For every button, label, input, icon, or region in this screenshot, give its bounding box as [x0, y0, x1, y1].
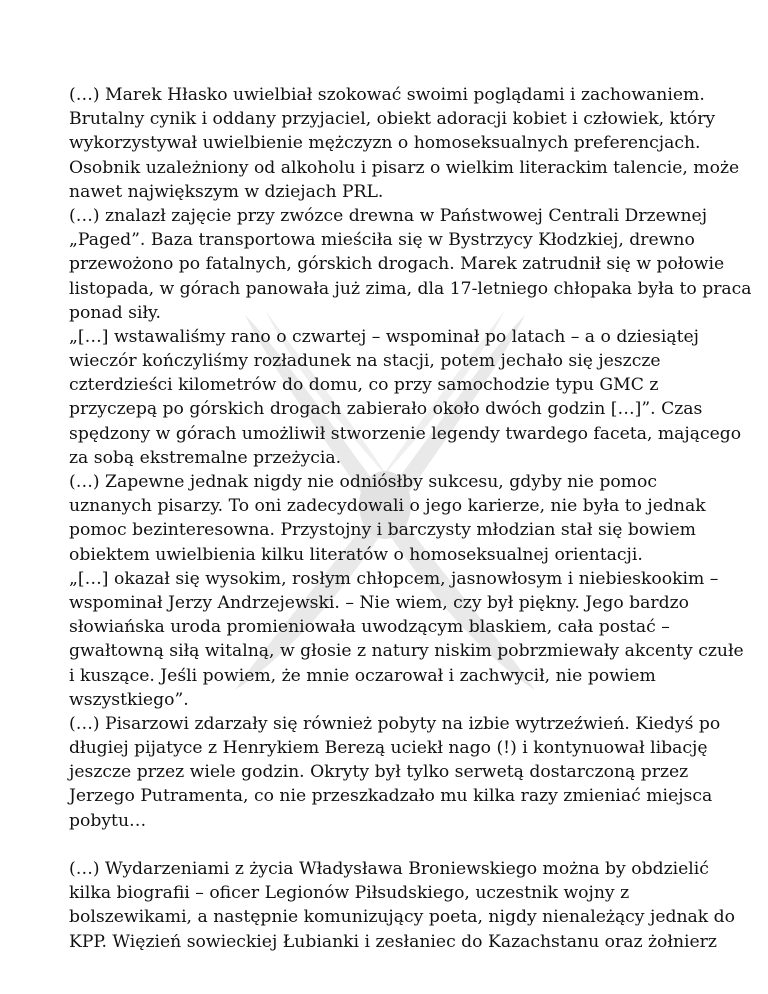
- paragraph: [69, 470, 709, 567]
- text-line: wspominał Jerzy Andrzejewski. – Nie wiem, czy był piękny. Jego bardzo: [69, 592, 690, 613]
- document-body: [69, 83, 752, 954]
- text-line: przewożono po fatalnych, górskich drogach. Marek zatrudnił się w połowie: [69, 254, 725, 275]
- text-line: za sobą ekstremalne przeżycia.: [69, 447, 342, 468]
- text-line: pobytu…: [69, 810, 147, 831]
- text-line: uznanych pisarzy. To oni zadecydowali o jego karierze, nie była to jednak: [69, 496, 706, 517]
- text-line: (…) Pisarzowi zdarzały się również pobyty na izbie wytrzeźwień. Kiedyś po: [69, 713, 721, 734]
- text-line: przyczepą po górskich drogach zabierało około dwóch godzin […]”. Czas: [69, 399, 703, 420]
- text-line: (…) Zapewne jednak nigdy nie odniósłby sukcesu, gdyby nie pomoc: [69, 472, 657, 492]
- paragraph: [69, 83, 740, 204]
- text-line: nawet największym w dziejach PRL.: [69, 181, 384, 202]
- text-line: jeszcze przez wiele godzin. Okryty był tylko serwetą dostarczoną przez: [69, 762, 689, 783]
- text-line: „[…] wstawaliśmy rano o czwartej – wspominał po latach – a o dziesiątej: [69, 326, 700, 347]
- text-line: (…) Wydarzeniami z życia Władysława Broniewskiego można by obdzielić: [69, 859, 709, 879]
- paragraph: [69, 325, 742, 470]
- text-line: obiektem uwielbienia kilku literatów o homoseksualnej orientacji.: [69, 544, 643, 565]
- text-line: ponad siły.: [69, 302, 161, 323]
- text-line: „Paged”. Baza transportowa mieściła się w Bystrzycy Kłodzkiej, drewno: [69, 230, 695, 251]
- text-line: długiej pijatyce z Henrykiem Berezą uciekł nago (!) i kontynuował libację: [69, 738, 708, 759]
- text-line: KPP. Więzień sowieckiej Łubianki i zesłaniec do Kazachstanu oraz żołnierz: [69, 931, 717, 952]
- text-line: listopada, w górach panowała już zima, dla 17-letniego chłopaka była to praca: [69, 278, 752, 299]
- paragraph-spacer: [69, 833, 709, 857]
- text-line: czterdzieści kilometrów do domu, co przy samochodzie typu GMC z: [69, 375, 659, 396]
- paragraph: [69, 712, 721, 833]
- paragraph: [69, 567, 744, 712]
- text-line: bolszewikami, a następnie komunizujący poeta, nigdy nienależący jednak do: [69, 907, 736, 928]
- text-line: słowiańska uroda promieniowała uwodzącym blaskiem, cała postać –: [69, 617, 670, 638]
- text-line: Osobnik uzależniony od alkoholu i pisarz o wielkim literackim talencie, może: [69, 157, 740, 178]
- text-line: wykorzystywał uwielbienie mężczyzn o homoseksualnych preferencjach.: [69, 133, 701, 154]
- text-line: „[…] okazał się wysokim, rosłym chłopcem, jasnowłosym i niebieskookim –: [69, 568, 719, 589]
- text-line: i kuszące. Jeśli powiem, że mnie oczarował i zachwycił, nie powiem: [69, 665, 656, 686]
- text-line: wieczór kończyliśmy rozładunek na stacji, potem jechało się jeszcze: [69, 351, 661, 372]
- text-line: pomoc bezinteresowna. Przystojny i barczysty młodzian stał się bowiem: [69, 520, 696, 541]
- text-line: (…) Marek Hłasko uwielbiał szokować swoimi poglądami i zachowaniem.: [69, 85, 705, 105]
- paragraph: [69, 857, 736, 954]
- text-line: gwałtowną siłą witalną, w głosie z natury niskim pobrzmiewały akcenty czułe: [69, 641, 744, 662]
- text-line: spędzony w górach umożliwił stworzenie legendy twardego faceta, mającego: [69, 423, 742, 444]
- text-line: Jerzego Putramenta, co nie przeszkadzało mu kilka razy zmieniać miejsca: [69, 786, 713, 807]
- text-line: Brutalny cynik i oddany przyjaciel, obiekt adoracji kobiet i człowiek, który: [69, 109, 716, 130]
- paragraph: [69, 204, 752, 325]
- text-line: wszystkiego”.: [69, 689, 189, 710]
- text-line: (…) znalazł zajęcie przy zwózce drewna w Państwowej Centrali Drzewnej: [69, 205, 708, 226]
- text-line: kilka biografii – oficer Legionów Piłsudskiego, uczestnik wojny z: [69, 883, 630, 904]
